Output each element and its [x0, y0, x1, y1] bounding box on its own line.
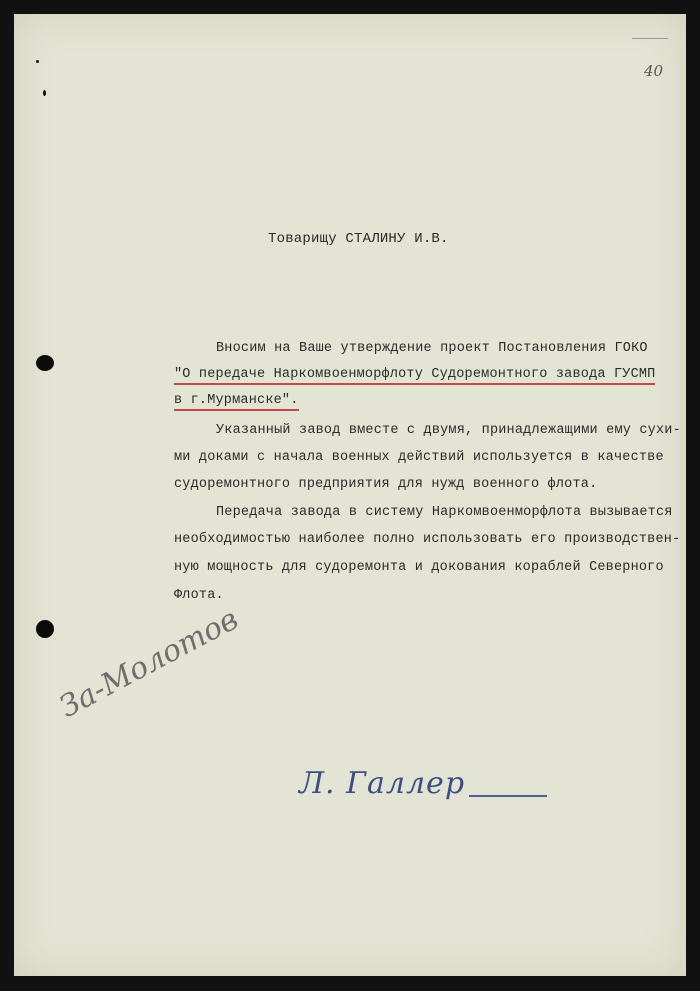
paragraph-4-line-4: Флота.: [174, 588, 224, 603]
signature-flourish: [469, 795, 547, 797]
paragraph-3-line-1: Указанный завод вместе с двумя, принадлежащими ему сухи-: [216, 423, 681, 438]
resolution-title-line-1: "О передаче Наркомвоенморфлоту Судоремонтного завода ГУСМП: [174, 367, 655, 385]
addressee: Товарищу СТАЛИНУ И.В.: [268, 231, 449, 247]
paragraph-3-line-2: ми доками с начала военных действий используется в качестве: [174, 450, 664, 465]
punch-hole-top: [36, 355, 54, 371]
ink-speck: [36, 60, 39, 63]
paragraph-4-line-3: ную мощность для судоремонта и докования кораблей Северного: [174, 560, 664, 575]
paragraph-4-line-1: Передача завода в систему Наркомвоенморфлота вызывается: [216, 505, 673, 520]
pencil-annotation: За-Молотов: [54, 601, 245, 725]
page-number-strike: [632, 38, 668, 47]
document-page: [14, 14, 686, 976]
paragraph-3-line-3: судоремонтного предприятия для нужд военного флота.: [174, 477, 598, 492]
paragraph-1-line-1: Вносим на Ваше утверждение проект Постановления ГОКО: [216, 341, 648, 356]
page-number: 40: [644, 62, 664, 80]
punch-hole-bottom: [36, 620, 54, 638]
paragraph-4-line-2: необходимостью наиболее полно использовать его производствен-: [174, 532, 681, 547]
signature: Л. Галлер: [299, 766, 466, 801]
resolution-title-line-2: в г.Мурманске".: [174, 393, 299, 411]
ink-speck: [43, 90, 46, 96]
